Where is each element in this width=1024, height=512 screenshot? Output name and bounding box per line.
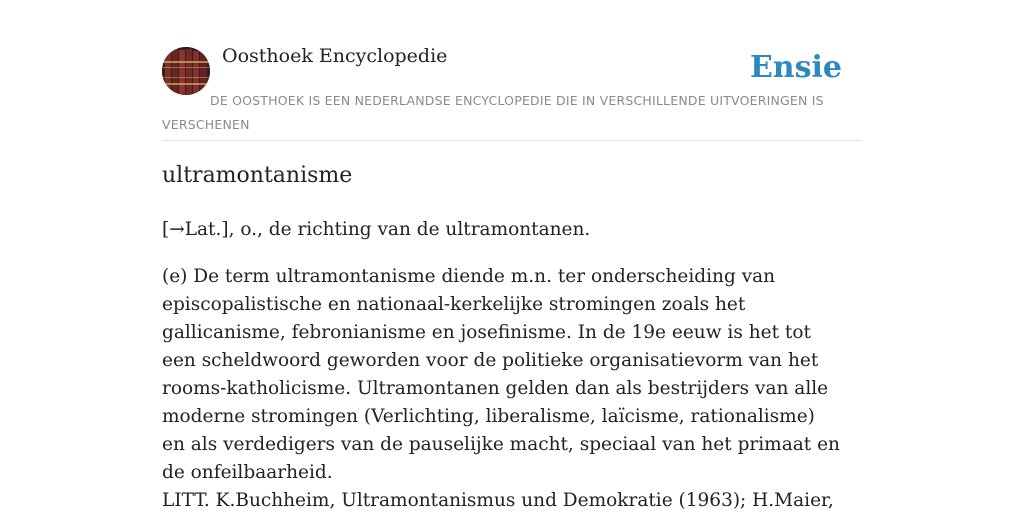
definition-paragraph: [→Lat.], o., de richting van de ultramontanen.: [162, 219, 591, 240]
body-paragraph: (e) De term ultramontanisme diende m.n. ter onderscheiding van episcopalistische en nationaal-kerkelijke stromingen zoals het gallicanisme, febronianisme en josefinisme. In de 19e eeuw is het tot een scheldwoord geworden voor de politieke organisatievorm van het rooms-katholicisme. Ultramontanen gelden dan als bestrijders van alle moderne stromingen (Verlichting, liberalisme, laïcisme, rationalisme) en als verdedigers van de pauselijke macht, speciaal van het primaat en de onfeilbaarheid.: [162, 266, 840, 483]
literature-paragraph: LITT. K.Buchheim, Ultramontanismus und Demokratie (1963); H.Maier,: [162, 490, 834, 511]
site-avatar[interactable]: [162, 47, 210, 95]
site-tagline: DE OOSTHOEK IS EEN NEDERLANDSE ENCYCLOPEDIE DIE IN VERSCHILLENDE UITVOERINGEN IS VERSCHENEN: [162, 93, 824, 132]
site-name[interactable]: Oosthoek Encyclopedie: [222, 45, 448, 67]
article-title: ultramontanisme: [162, 163, 353, 188]
site-header: [162, 0, 862, 141]
page: [162, 0, 862, 511]
book-spines-icon: [162, 47, 210, 95]
brand-logo[interactable]: Ensie: [749, 50, 842, 85]
